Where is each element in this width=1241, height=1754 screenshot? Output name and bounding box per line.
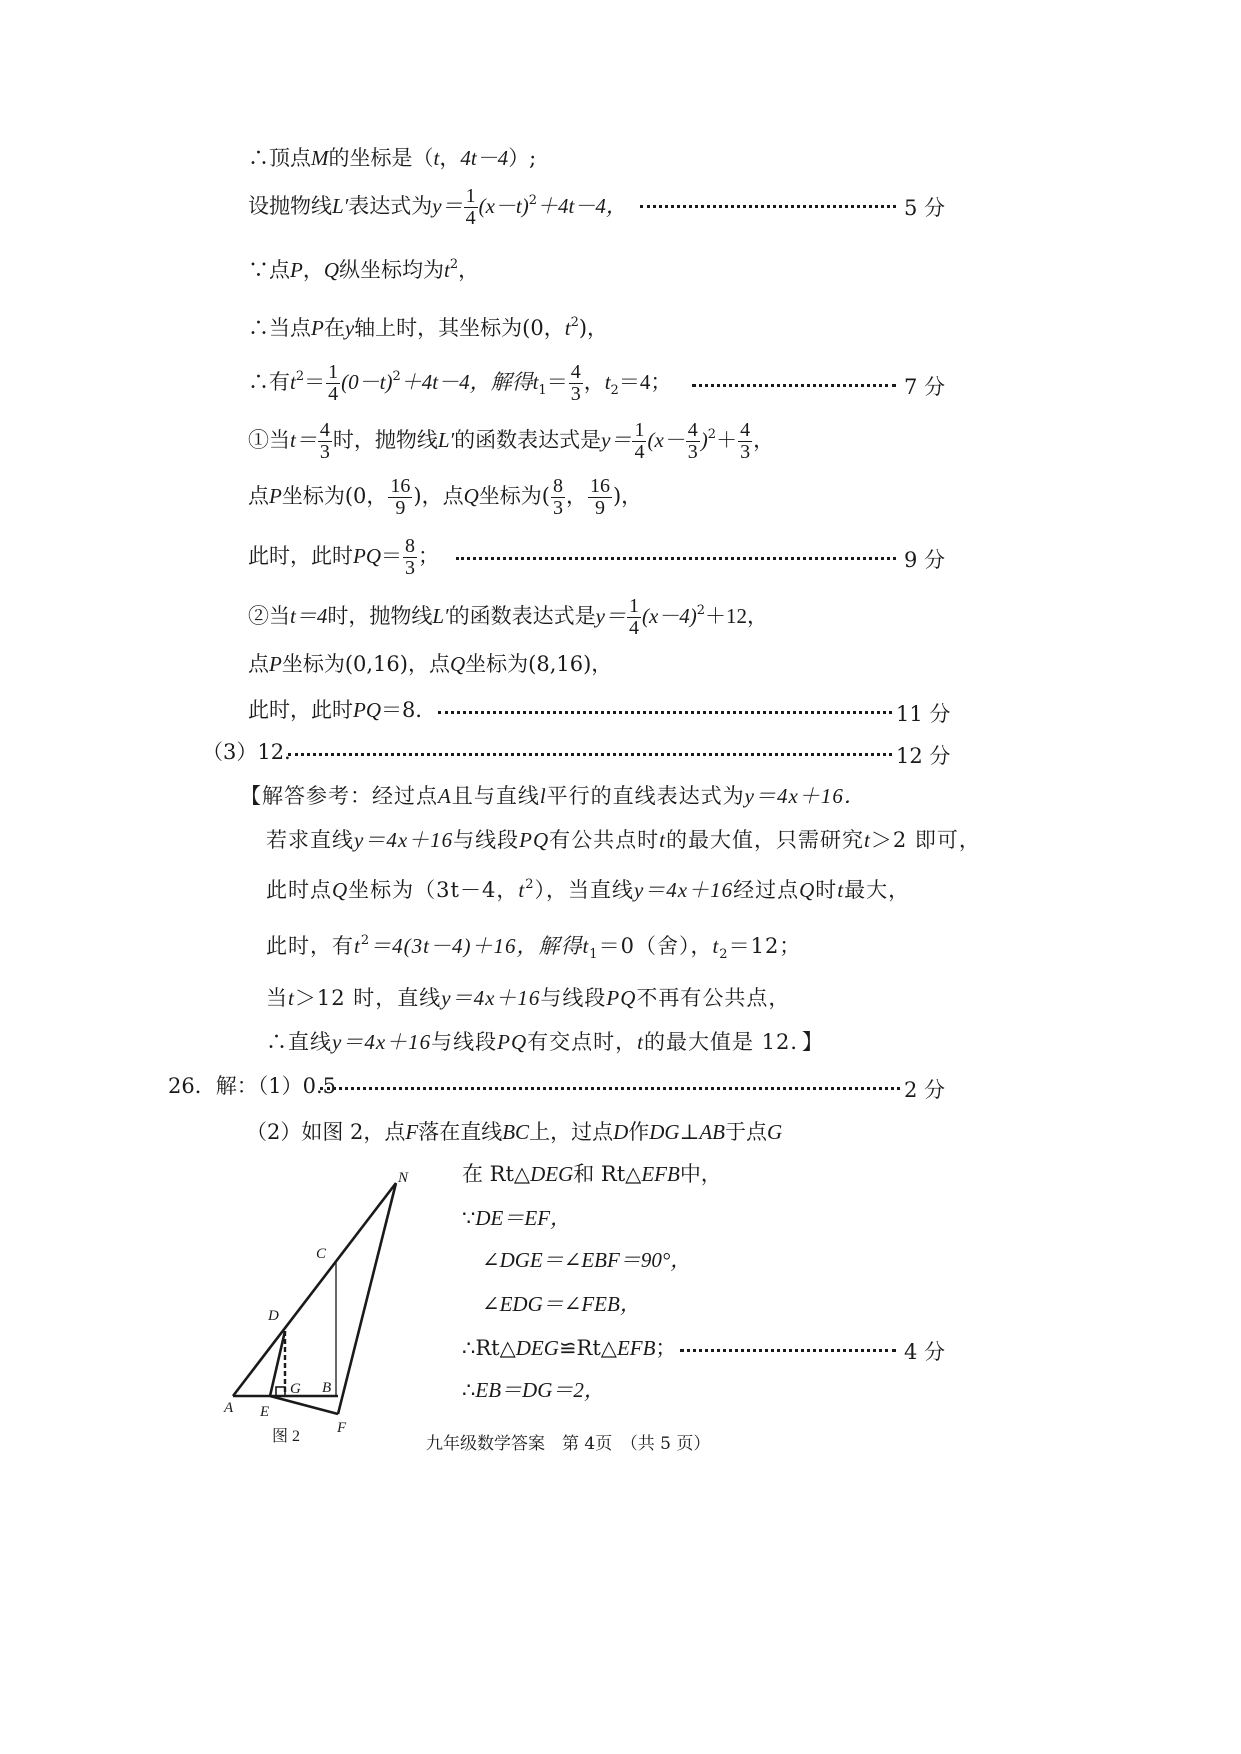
num: 4: [687, 419, 698, 441]
text: ＝: [546, 370, 568, 394]
den: 3: [570, 383, 581, 405]
line-part-3: （3）12．: [202, 740, 306, 764]
text: ，: [458, 258, 480, 282]
text: ，: [565, 484, 587, 508]
var: l: [539, 784, 547, 808]
exp: 2: [528, 193, 538, 208]
text: 在: [323, 316, 345, 340]
text: )，: [612, 484, 643, 508]
proof-line-4: ∠EDG＝∠FEB，: [482, 1292, 641, 1316]
text: 有交点时，: [527, 1030, 638, 1054]
var: t: [518, 878, 526, 902]
den: 4: [465, 207, 476, 229]
var: t: [564, 316, 571, 340]
text: 时，抛物线: [327, 604, 433, 628]
sub: 1: [538, 383, 547, 398]
den: 3: [687, 441, 698, 463]
line-nf: [338, 1183, 396, 1414]
var: t: [604, 370, 611, 394]
text: ②当: [248, 604, 290, 628]
text: 的函数表达式是: [454, 428, 602, 452]
var: t: [354, 934, 361, 958]
text: 【解答参考：经过点: [240, 784, 438, 808]
text: 此时，此时: [248, 698, 353, 722]
var: PQ: [519, 828, 550, 852]
text: 的函数表达式是: [448, 604, 596, 628]
text: 与线段: [453, 828, 520, 852]
text: 的最大值是 12．】: [644, 1030, 824, 1054]
expr: ＋12，: [705, 604, 769, 628]
text: 与线段: [431, 1030, 498, 1054]
text: 此时点: [266, 878, 332, 902]
text: ，: [753, 428, 775, 452]
var: t: [444, 258, 450, 282]
text: 当: [266, 986, 288, 1010]
text: ，: [302, 258, 324, 282]
var: L′: [332, 194, 349, 218]
text: 纵坐标均为: [339, 258, 444, 282]
den: 4: [628, 617, 639, 639]
var: t: [712, 934, 720, 958]
exp: 2: [525, 877, 535, 892]
expr: (x－t): [478, 194, 529, 218]
var: PQ: [606, 986, 637, 1010]
text: ，: [583, 370, 605, 394]
text: 上，过点: [529, 1120, 614, 1144]
text: 表达式为: [348, 194, 433, 218]
label-n: N: [398, 1170, 409, 1186]
text: 在 Rt△: [462, 1162, 531, 1186]
text: 于点: [725, 1120, 767, 1144]
score-4: 4 分: [904, 1340, 946, 1364]
text: ），当直线: [534, 878, 634, 902]
var: P: [269, 652, 282, 676]
exp: 2: [449, 257, 459, 272]
text: ∴Rt△: [462, 1336, 516, 1360]
var: Q: [323, 258, 339, 282]
text: （2）如图 2，点: [246, 1120, 406, 1144]
expr: ＝4(3t－4)＋16，解得: [370, 934, 583, 958]
text: 且与直线: [451, 784, 540, 808]
text: )，点: [413, 484, 464, 508]
text: 平行的直线表达式为: [546, 784, 745, 808]
var: t: [433, 146, 440, 170]
text: ≌Rt△: [558, 1336, 617, 1360]
text: ∴: [462, 1378, 476, 1402]
line-an: [233, 1183, 396, 1396]
label-c: C: [316, 1246, 327, 1262]
exp: 2: [570, 315, 579, 330]
expr: (0－t): [341, 370, 393, 394]
text: ∴当点: [248, 316, 311, 340]
var: G: [767, 1120, 783, 1144]
expr: y＝4x＋16: [332, 1030, 432, 1054]
text: 的坐标是（: [328, 146, 434, 170]
var: P: [311, 316, 324, 340]
num: 16: [390, 475, 411, 497]
num: 8: [405, 535, 415, 557]
text: 此时，此时: [248, 544, 353, 568]
text: ＞2 即可，: [870, 828, 981, 852]
text: 此时，有: [266, 934, 354, 958]
num: 4: [319, 419, 330, 441]
text: 时: [815, 878, 838, 902]
text: 中，: [679, 1162, 722, 1186]
text: 轴上时，其坐标为(0，: [354, 316, 565, 340]
var: EFB: [641, 1162, 680, 1186]
text: 最大，: [844, 878, 911, 902]
var: t: [288, 986, 295, 1010]
expr: DG⊥AB: [649, 1120, 725, 1144]
expr: y＝: [601, 428, 632, 452]
text: 时，抛物线: [332, 428, 438, 452]
exp: 2: [707, 427, 717, 442]
expr: (x－: [647, 428, 685, 452]
text: ＝4；: [618, 370, 672, 394]
text: ＝: [381, 544, 402, 568]
text: ∵: [462, 1206, 476, 1230]
expr: y＝4x＋16．: [744, 784, 866, 808]
var: t: [637, 1030, 644, 1054]
var: t: [290, 370, 296, 394]
line-ef: [270, 1396, 338, 1414]
label-b: B: [322, 1380, 332, 1396]
text: 作: [628, 1120, 650, 1144]
text: 坐标为(0，: [281, 484, 388, 508]
exp: 2: [295, 369, 305, 384]
var: BC: [502, 1120, 530, 1144]
num: 1: [628, 595, 639, 617]
q26-part-1: 26．解：（1）0.5: [168, 1074, 336, 1098]
text: ＝12；: [728, 934, 802, 958]
text: ；: [655, 1336, 677, 1360]
text: 坐标为（3t－4，: [348, 878, 519, 902]
num: 1: [634, 419, 645, 441]
page-footer: 九年级数学答案 第 4页 （共 5 页）: [426, 1434, 711, 1454]
expr: y＝4x＋16: [354, 828, 454, 852]
var: F: [405, 1120, 419, 1144]
den: 3: [552, 497, 563, 519]
var: t: [532, 370, 539, 394]
var: PQ: [497, 1030, 528, 1054]
exp: 2: [360, 933, 371, 948]
score-2: 2 分: [904, 1078, 946, 1102]
sub: 1: [589, 947, 599, 962]
text: ）;: [508, 146, 537, 170]
exp: 2: [392, 369, 401, 384]
text: ∵点: [248, 258, 290, 282]
score-9: 9 分: [904, 548, 946, 572]
text: ＞12 时，直线: [294, 986, 442, 1010]
text: ∴顶点: [248, 146, 311, 170]
var: PQ: [353, 698, 381, 722]
var: Q: [463, 484, 479, 508]
label-f: F: [337, 1420, 347, 1436]
num: 1: [328, 361, 339, 383]
expr: y＝: [595, 604, 626, 628]
num: 4: [740, 419, 751, 441]
num: 4: [570, 361, 581, 383]
var: t: [659, 828, 666, 852]
expr: ＋4t－4，: [537, 194, 627, 218]
var: Q: [799, 878, 816, 902]
text: 和 Rt△: [573, 1162, 642, 1186]
text: ，: [439, 146, 461, 170]
var: P: [290, 258, 303, 282]
figure-caption: 图 2: [272, 1428, 301, 1445]
text: 若求直线: [266, 828, 354, 852]
expr: t＝: [290, 428, 317, 452]
var: t: [864, 828, 871, 852]
expr: y＝4x＋16: [633, 878, 734, 902]
text: ；: [418, 544, 439, 568]
text: ∴有: [248, 370, 290, 394]
den: 9: [395, 497, 406, 519]
text: )，: [578, 316, 609, 340]
var: A: [438, 784, 452, 808]
text: ①当: [248, 428, 290, 452]
text: ∴直线: [266, 1030, 332, 1054]
den: 4: [634, 441, 645, 463]
var: t: [837, 878, 845, 902]
num: 16: [589, 475, 610, 497]
text: 坐标为(8,16)，: [465, 652, 613, 676]
text: 的最大值，只需研究: [666, 828, 864, 852]
text: ＝: [304, 370, 326, 394]
den: 9: [594, 497, 605, 519]
var: y: [344, 316, 355, 340]
text: 点: [248, 484, 269, 508]
expr: 4t－4: [460, 146, 509, 170]
expr: y＝: [432, 194, 463, 218]
right-angle-mark: [276, 1387, 285, 1396]
num: 8: [552, 475, 563, 497]
den: 4: [328, 383, 339, 405]
score-12: 12 分: [896, 744, 951, 768]
score-7: 7 分: [904, 375, 946, 399]
text: ＋: [716, 428, 738, 452]
text: 有公共点时: [549, 828, 660, 852]
text: 设抛物线: [248, 194, 332, 218]
text: 经过点: [733, 878, 800, 902]
label-g: G: [290, 1381, 301, 1397]
text: 落在直线: [418, 1120, 503, 1144]
var: P: [269, 484, 282, 508]
var: Q: [449, 652, 466, 676]
den: 3: [740, 441, 751, 463]
var: EFB: [616, 1336, 656, 1360]
text: ＝0（舍），: [598, 934, 713, 958]
text: 与线段: [540, 986, 607, 1010]
text: 点: [248, 652, 269, 676]
expr: y＝4x＋16: [441, 986, 541, 1010]
proof-line-3: ∠DGE＝∠EBF＝90°，: [482, 1248, 692, 1272]
var: L′: [437, 428, 455, 452]
var: D: [613, 1120, 629, 1144]
score-5: 5 分: [904, 196, 946, 220]
text: 坐标为(: [478, 484, 550, 508]
var: M: [311, 146, 329, 170]
label-e: E: [260, 1404, 270, 1420]
sub: 2: [610, 383, 619, 398]
text: 坐标为(0,16)，点: [281, 652, 450, 676]
expr: t＝4: [290, 604, 328, 628]
label-d: D: [268, 1308, 279, 1324]
exp: 2: [696, 603, 706, 618]
var: PQ: [353, 544, 381, 568]
sub: 2: [719, 947, 729, 962]
expr: DE＝EF，: [475, 1206, 572, 1230]
expr: (x－4): [641, 604, 697, 628]
var: t: [582, 934, 590, 958]
expr: EB＝DG＝2，: [475, 1378, 605, 1402]
var: L′: [432, 604, 449, 628]
var: DEG: [515, 1336, 559, 1360]
label-a: A: [224, 1400, 234, 1416]
var: Q: [332, 878, 349, 902]
den: 3: [405, 557, 415, 579]
var: DEG: [530, 1162, 574, 1186]
text: 不再有公共点，: [636, 986, 791, 1010]
score-11: 11 分: [896, 702, 951, 726]
expr: ＋4t－4，解得: [400, 370, 533, 394]
expr: ): [700, 428, 708, 452]
text: ＝8．: [381, 698, 437, 722]
num: 1: [465, 185, 476, 207]
den: 3: [319, 441, 330, 463]
